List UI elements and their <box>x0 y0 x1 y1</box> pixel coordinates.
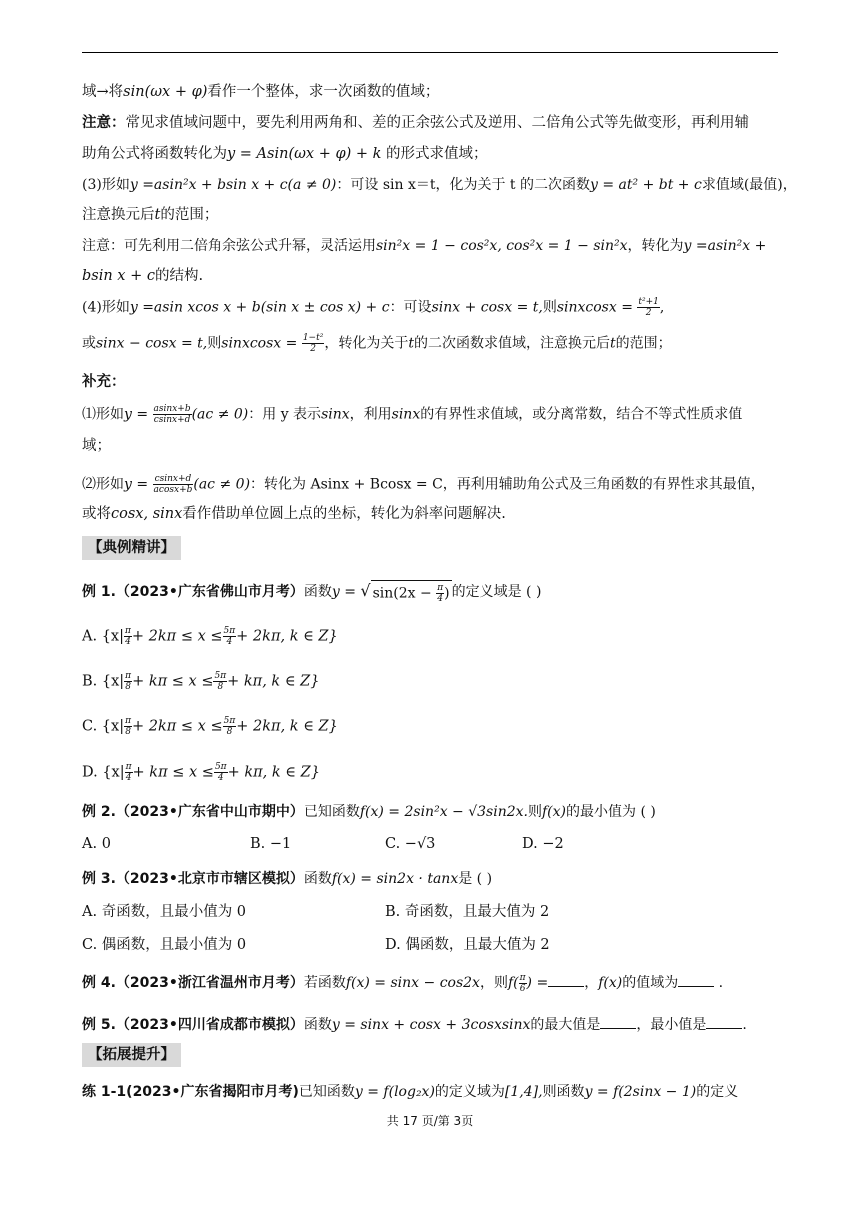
answer-blank <box>706 1014 742 1029</box>
sqrt-expression: sin(2x − $\frac{\pi}{4}$ ) <box>371 580 452 604</box>
fraction: $\frac{csinx+d}{acosx+b}$ <box>153 474 193 495</box>
option-d: D. −2 <box>522 836 564 852</box>
text-line: 注意换元后t的范围； <box>82 207 219 223</box>
text-line: ⑵形如y = $\frac{csinx+d}{acosx+b}$ (ac ≠ 0)：转化为 Asinx + Bcosx = C，再利用辅助角公式及三角函数的有界性求其最值， <box>82 474 765 495</box>
answer-blank <box>548 972 584 987</box>
example-3: 例 3.（2023•北京市市辖区模拟）函数f(x) = sin2x · tanx是 ( ) <box>82 871 493 887</box>
text-line: ⑴形如y = $\frac{asinx+b}{csinx+d}$ (ac ≠ 0)：用 y 表示sinx，利用sinx的有界性求值域，或分离常数，结合不等式性质求值 <box>82 404 743 425</box>
example-2: 例 2.（2023•广东省中山市期中）已知函数f(x) = 2sin²x − √3sin2x.则f(x)的最小值为 ( ) <box>82 804 656 820</box>
option-c: C. {x| $\frac{\pi}{8}$ + 2kπ ≤ x ≤ $\frac{5\pi}{8}$ + 2kπ, k ∈ Z} <box>82 716 338 737</box>
text-line: (3)形如y =asin²x + bsin x + c(a ≠ 0)：可设 sin x＝t，化为关于 t 的二次函数y = at² + bt + c求值域(最值)， <box>82 177 797 193</box>
text-line: 或sinx − cosx = t,则sinxcosx = $\frac{\text{1−t²}}{2}$ ，转化为关于t的二次函数求值域，注意换元后t的范围； <box>82 333 672 354</box>
answer-blank <box>678 972 714 987</box>
option-b: B. 奇函数，且最大值为 2 <box>385 904 550 920</box>
fraction: $\frac{\text{t²+1}}{2}$ <box>638 297 659 318</box>
option-a: A. 0 <box>82 836 111 852</box>
practice-1-1: 练 1-1(2023•广东省揭阳市月考)已知函数y = f(log₂x)的定义域为[1,4],则函数y = f(2sinx − 1)的定义 <box>82 1084 739 1100</box>
section-heading: 【典例精讲】 <box>82 536 181 560</box>
option-b: B. {x| $\frac{\pi}{8}$ + kπ ≤ x ≤ $\frac{5\pi}{8}$ + kπ, k ∈ Z} <box>82 671 320 692</box>
text-line: 助角公式将函数转化为y = Asin(ωx + φ) + k 的形式求值域； <box>82 146 488 162</box>
fraction: $\frac{\text{1−t²}}{2}$ <box>302 333 324 354</box>
text-line: 域； <box>82 438 111 454</box>
text-line: (4)形如y =asin xcos x + b(sin x ± cos x) + c：可设sinx + cosx = t,则sinxcosx = $\frac{\text{t²+1}}{2}$ , <box>82 297 665 318</box>
page-footer: 共 17 页/第 3页 <box>386 1114 474 1128</box>
section-heading: 【拓展提升】 <box>82 1043 181 1067</box>
option-d: D. {x| $\frac{\pi}{4}$ + kπ ≤ x ≤ $\frac{5\pi}{4}$ + kπ, k ∈ Z} <box>82 762 320 783</box>
example-4: 例 4.（2023•浙江省温州市月考）若函数f(x) = sinx − cos2x，则f( $\frac{\pi}{6}$ ) = ，f(x)的值域为 . <box>82 972 724 994</box>
text-line: bsin x + c的结构. <box>82 268 204 284</box>
option-c: C. −√3 <box>385 836 436 852</box>
example-1: 例 1.（2023•广东省佛山市月考）函数y = √ sin(2x − $\frac{\pi}{4}$ ) 的定义域是 ( ) <box>82 581 542 604</box>
text-line: 域→将sin(ωx + φ)看作一个整体，求一次函数的值域； <box>82 84 440 100</box>
option-a: A. 奇函数，且最小值为 0 <box>82 904 247 920</box>
text-line: 或将cosx, sinx看作借助单位圆上点的坐标，转化为斜率问题解决. <box>82 506 506 522</box>
text-line: 补充： <box>82 374 126 390</box>
text-line: 注意：可先利用二倍角余弦公式升幂，灵活运用sin²x = 1 − cos²x, cos²x = 1 − sin²x，转化为y =asin²x + <box>82 238 767 254</box>
header-rule <box>82 52 778 53</box>
option-b: B. −1 <box>250 836 292 852</box>
answer-blank <box>600 1014 636 1029</box>
example-5: 例 5.（2023•四川省成都市模拟）函数y = sinx + cosx + 3cosxsinx的最大值是 ，最小值是 . <box>82 1014 782 1035</box>
option-d: D. 偶函数，且最大值为 2 <box>385 937 550 953</box>
option-c: C. 偶函数，且最小值为 0 <box>82 937 247 953</box>
text-line: 注意：常见求值域问题中，要先利用两角和、差的正余弦公式及逆用、二倍角公式等先做变形，再利用辅 <box>82 115 749 131</box>
fraction: $\frac{asinx+b}{csinx+d}$ <box>153 404 191 425</box>
option-a: A. {x| $\frac{\pi}{4}$ + 2kπ ≤ x ≤ $\frac{5\pi}{4}$ + 2kπ, k ∈ Z} <box>82 626 338 647</box>
